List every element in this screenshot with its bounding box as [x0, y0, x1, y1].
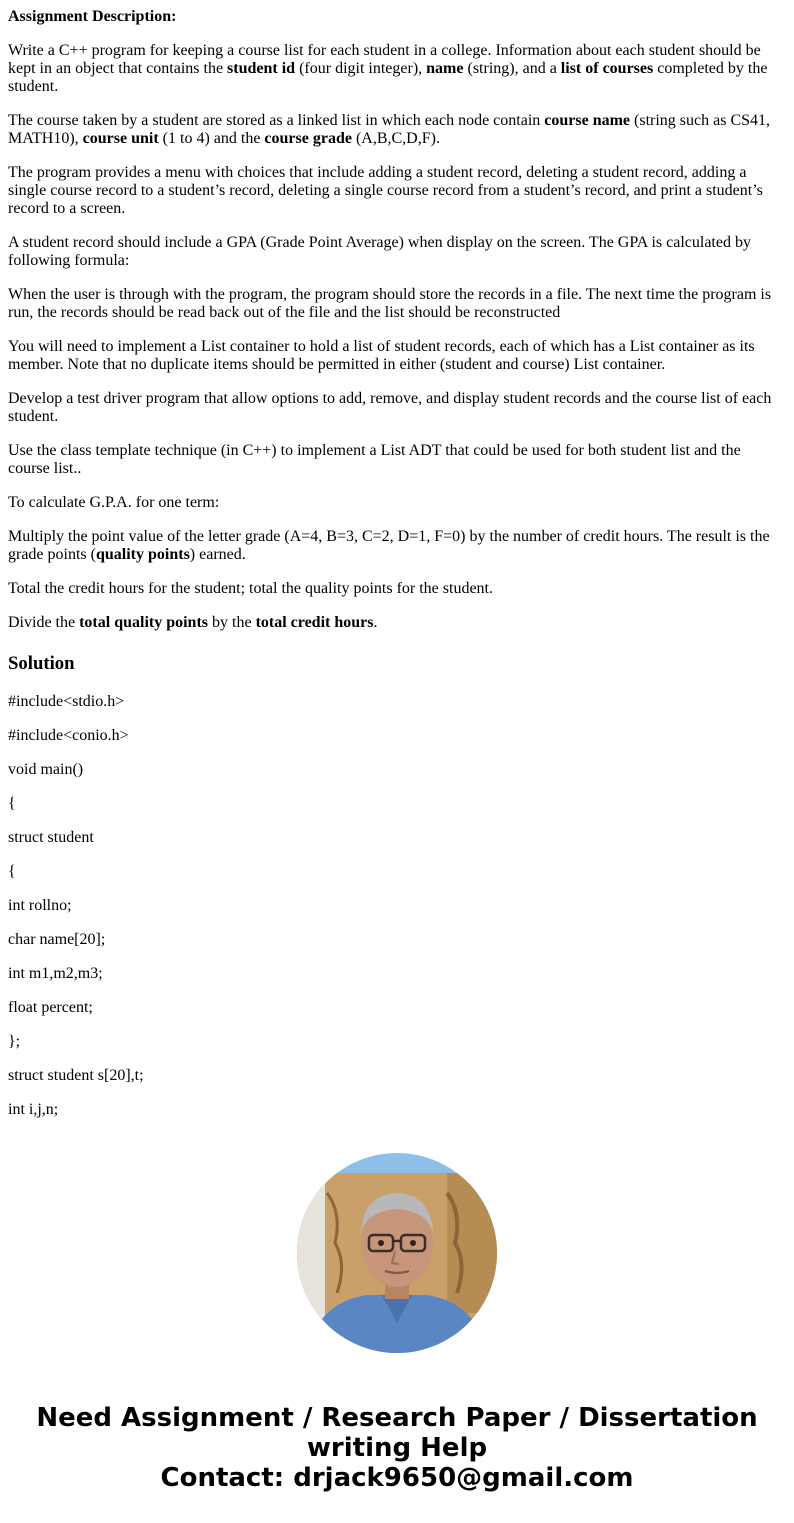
code-line: void main(): [8, 761, 84, 778]
bold-term: total quality points: [79, 614, 209, 631]
text-segment: Divide the: [8, 614, 80, 631]
assignment-paragraph: [8, 390, 778, 426]
text-segment: (1 to 4) and the: [158, 130, 265, 147]
text-segment: (string), and a: [463, 60, 561, 77]
code-line: int m1,m2,m3;: [8, 965, 103, 982]
code-line: {: [8, 795, 16, 812]
text-segment: Use the class template technique (in C++) to implement a List ADT that could be used for both student list and the course list..: [8, 442, 741, 477]
text-segment: When the user is through with the program, the program should store the records in a file. The next time the program is run, the records should be read back out of the file and the list should be reconstructed: [8, 286, 772, 321]
text-segment: You will need to implement a List container to hold a list of student records, each of which has a List container as its member. Note that no duplicate items should be permitted in either (student and course) List container.: [8, 338, 755, 373]
bold-term: quality points: [95, 546, 190, 563]
text-segment: ) earned.: [189, 546, 246, 563]
bold-term: course name: [544, 112, 631, 129]
assignment-paragraph: [8, 442, 778, 478]
text-segment: Multiply the point value of the letter grade (A=4, B=3, C=2, D=1, F=0) by the number of credit hours. The result is the grade points (: [8, 528, 770, 563]
text-segment: (A,B,C,D,F).: [351, 130, 440, 147]
assignment-paragraph: [8, 164, 778, 218]
footer-line-1: Need Assignment / Research Paper / Dissertation: [36, 1403, 758, 1433]
help-footer: [0, 1403, 794, 1493]
assignment-paragraph: [8, 494, 778, 512]
code-line: int i,j,n;: [8, 1101, 59, 1118]
text-segment: by the: [208, 614, 256, 631]
bold-term: total credit hours: [255, 614, 374, 631]
author-photo: [297, 1153, 497, 1353]
footer-contact: Contact: drjack9650@gmail.com: [160, 1463, 634, 1493]
text-segment: A student record should include a GPA (Grade Point Average) when display on the screen. The GPA is calculated by following formula:: [8, 234, 751, 269]
code-line: struct student: [8, 829, 94, 846]
bold-term: course unit: [82, 130, 159, 147]
text-segment: To calculate G.P.A. for one term:: [8, 494, 220, 511]
assignment-paragraphs: [8, 42, 778, 632]
assignment-paragraph: [8, 286, 778, 322]
code-line: int rollno;: [8, 897, 72, 914]
bold-term: list of courses: [560, 60, 654, 77]
footer-line-2: writing Help: [306, 1433, 488, 1463]
text-segment: The course taken by a student are stored as a linked list in which each node contain: [8, 112, 545, 129]
assignment-paragraph: [8, 528, 778, 564]
document-body: [8, 0, 778, 1119]
text-segment: Total the credit hours for the student; total the quality points for the student.: [8, 580, 493, 597]
text-segment: Develop a test driver program that allow options to add, remove, and display student records and the course list of each student.: [8, 390, 772, 425]
assignment-paragraph: [8, 580, 778, 598]
assignment-paragraph: [8, 614, 778, 632]
assignment-paragraph: [8, 338, 778, 374]
code-line: };: [8, 1033, 21, 1050]
assignment-paragraph: [8, 42, 778, 96]
assignment-paragraph: [8, 112, 778, 148]
text-segment: completed by the student.: [8, 60, 768, 95]
code-line: struct student s[20],t;: [8, 1067, 144, 1084]
bold-term: name: [426, 60, 464, 77]
assignment-paragraph: [8, 234, 778, 270]
bold-term: student id: [227, 60, 296, 77]
code-line: {: [8, 863, 16, 880]
text-segment: (string such as CS41, MATH10),: [8, 112, 771, 147]
bold-term: course grade: [264, 130, 352, 147]
text-segment: .: [373, 614, 378, 631]
solution-heading: Solution: [8, 653, 75, 674]
code-line: char name[20];: [8, 931, 106, 948]
text-segment: Write a C++ program for keeping a course list for each student in a college. Information about each student should be kept in an object that contains the: [8, 42, 761, 77]
text-segment: The program provides a menu with choices that include adding a student record, deleting a student record, adding a single course record to a student’s record, deleting a single course record from a student’s record, and print a student’s record to a screen.: [8, 164, 763, 217]
code-block: [8, 693, 778, 1119]
code-line: float percent;: [8, 999, 93, 1016]
code-line: #include<stdio.h>: [8, 693, 125, 710]
assignment-title: Assignment Description:: [8, 8, 177, 25]
text-segment: (four digit integer),: [295, 60, 427, 77]
code-line: #include<conio.h>: [8, 727, 129, 744]
